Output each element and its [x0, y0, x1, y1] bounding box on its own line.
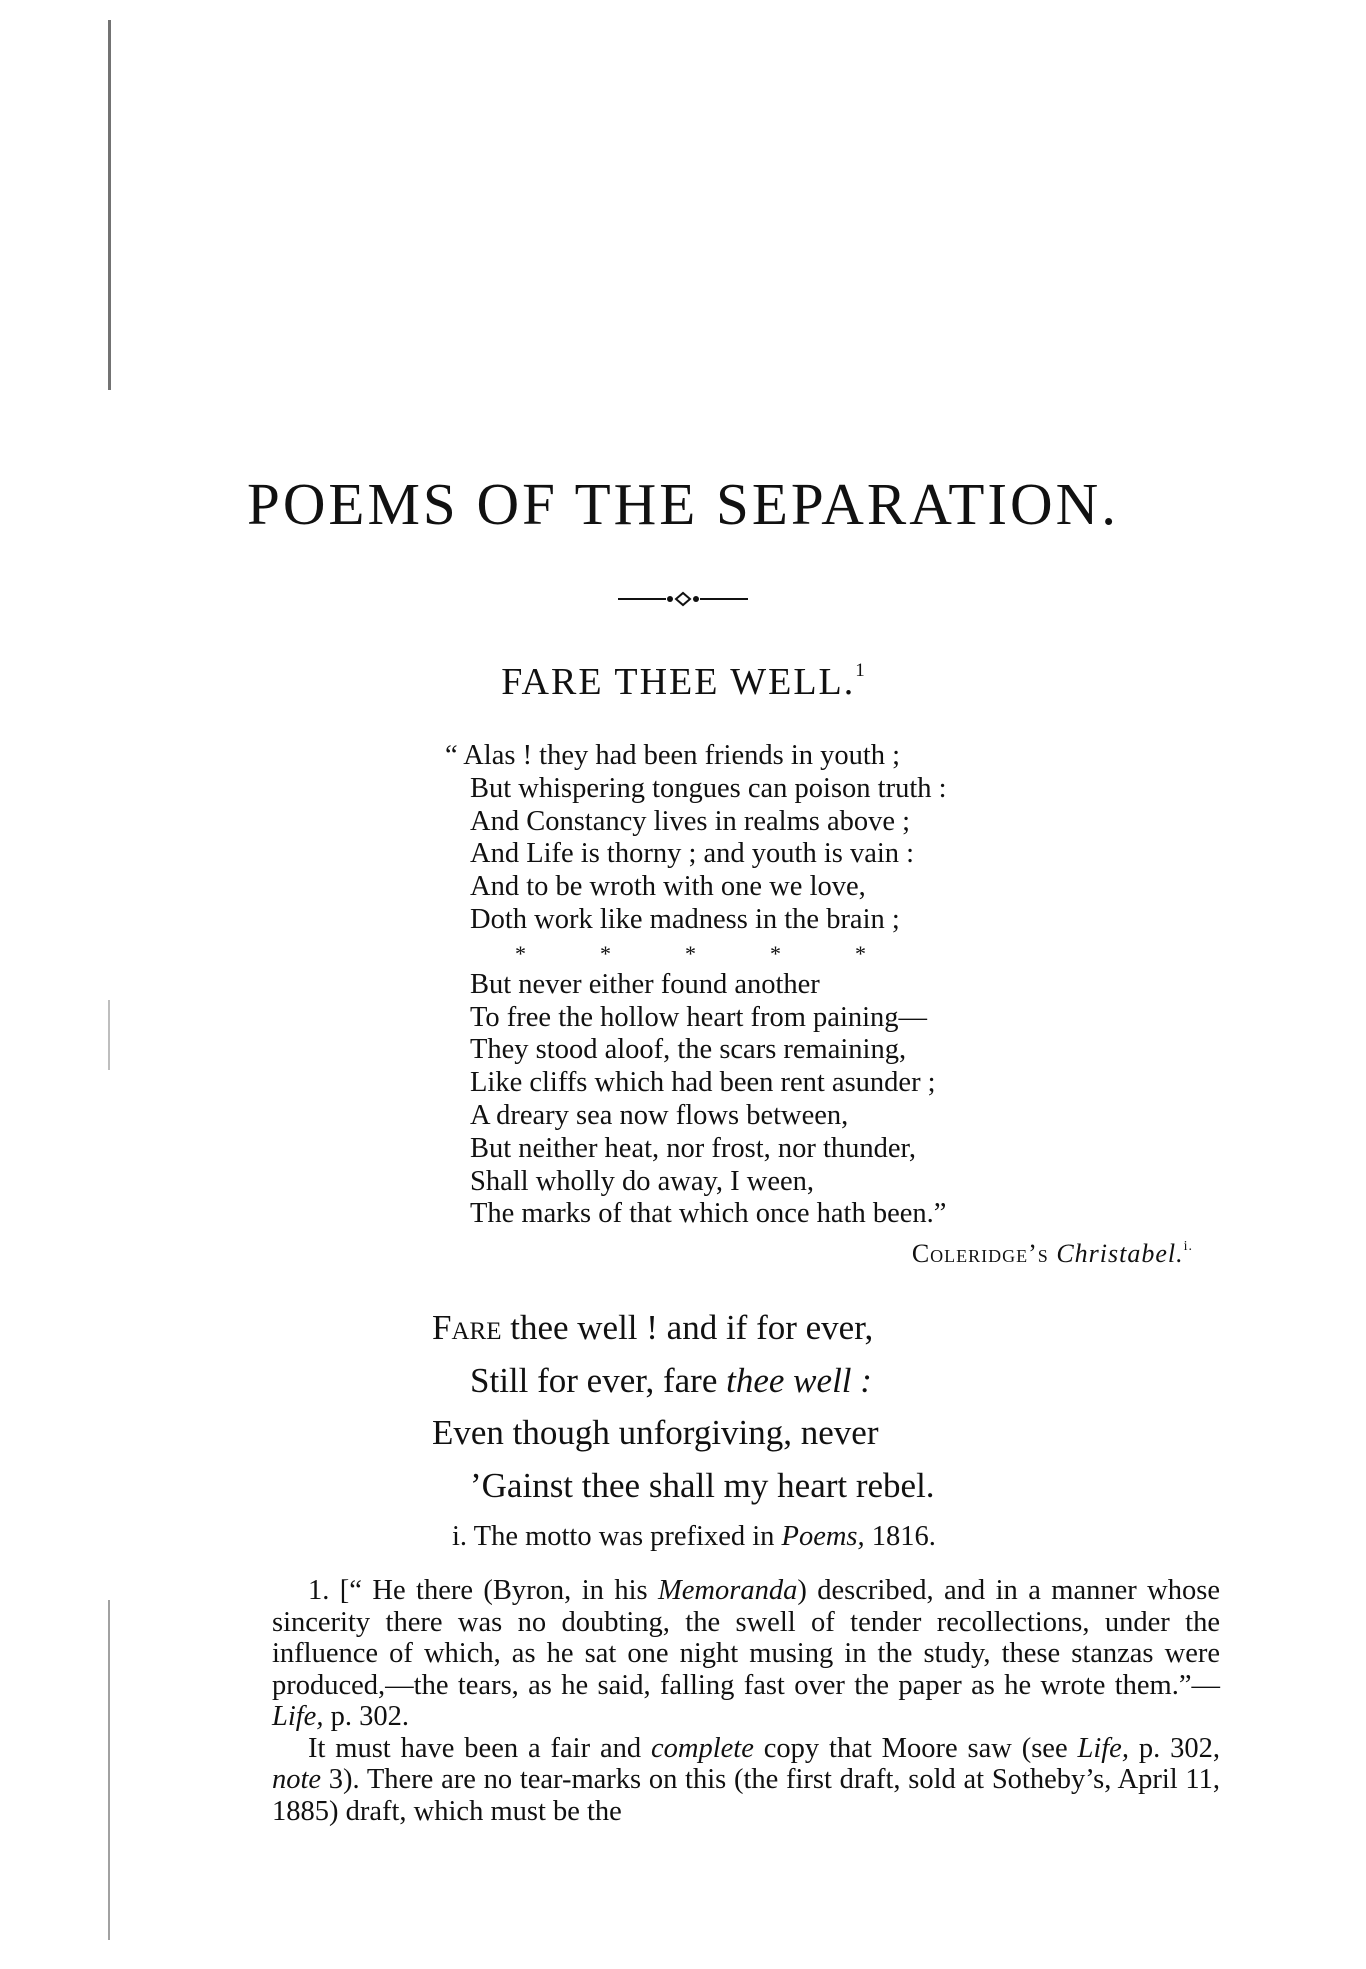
scan-edge-mark	[108, 1000, 110, 1070]
motto-line: Like cliffs which had been rent asunder ;	[470, 1067, 936, 1099]
motto-line: They stood aloof, the scars remaining,	[470, 1034, 907, 1066]
variant-text: 1816.	[864, 1521, 936, 1552]
stanza-line	[432, 1355, 1132, 1408]
motto-line: Shall wholly do away, I ween,	[470, 1165, 815, 1197]
footnote-italic: complete	[650, 1732, 754, 1764]
footnote-text: It must have been a fair and	[308, 1732, 651, 1764]
footnote-text: copy that Moore saw (see	[753, 1732, 1078, 1764]
section-title: POEMS OF THE SEPARATION.	[247, 471, 1119, 537]
attribution-author: Coleridge’s	[911, 1239, 1049, 1269]
motto-attribution	[445, 1231, 1205, 1271]
footnote-paragraph	[272, 1733, 1220, 1828]
asterisk: *	[515, 940, 526, 966]
title-ornament	[618, 589, 748, 609]
motto-line: “ Alas ! they had been friends in youth ;	[445, 740, 901, 771]
stanza-line	[432, 1302, 1132, 1355]
motto-line: And Constancy lives in realms above ;	[470, 805, 911, 837]
motto-line: The marks of that which once hath been.”	[470, 1198, 947, 1230]
stanza-text: thee well ! and if for ever,	[501, 1308, 874, 1347]
poem-stanza	[432, 1302, 1132, 1512]
asterisk: *	[770, 940, 781, 966]
scan-edge-mark	[108, 1600, 110, 1940]
footnote-text: 1. [“ He there (Byron, in his	[308, 1575, 659, 1606]
footnote-text: 3). There are no tear-marks on this (the first draft, sold at Sotheby’s, April 11, 1885) draft, which must be the	[272, 1764, 1220, 1827]
editorial-footnote	[272, 1575, 1220, 1827]
footnote-italic: note	[272, 1764, 322, 1795]
motto-line: To free the hollow heart from paining—	[470, 1001, 928, 1033]
ellipsis-asterisks	[445, 937, 1205, 969]
stanza-line: Even though unforgiving, never	[432, 1413, 879, 1452]
poem-title-note-ref: 1	[855, 660, 865, 681]
scan-edge-mark	[108, 20, 111, 390]
footnote-italic: Life,	[272, 1701, 324, 1732]
stanza-line: ’Gainst thee shall my heart rebel.	[470, 1465, 935, 1505]
motto-line: But whispering tongues can poison truth :	[470, 772, 947, 804]
footnote-italic: Life,	[1077, 1732, 1129, 1764]
motto-line: Doth work like madness in the brain ;	[470, 903, 900, 935]
poem-title: FARE THEE WELL.$^1$	[501, 660, 865, 703]
variant-note	[452, 1521, 1152, 1553]
drop-word: Fare	[432, 1308, 502, 1347]
motto-line: And Life is thorny ; and youth is vain :	[470, 838, 915, 870]
footnote-italic: Memoranda	[658, 1575, 798, 1606]
footnote-paragraph	[272, 1575, 1220, 1733]
asterisk: *	[685, 940, 696, 966]
attribution-note-ref: i.	[1183, 1239, 1193, 1255]
footnote-text: ) described, and in a manner whose sincerity there was no doubting, the swell of tender recollections, under the influence of which, as he sat one night musing in the study, these stanzas were produced,—the tears, as he said, falling fast over the paper as he wrote them.”—	[272, 1575, 1220, 1701]
motto-line: But never either found another	[470, 968, 820, 1000]
stanza-italic: thee well :	[726, 1360, 872, 1400]
variant-label: i.	[452, 1521, 468, 1552]
footnote-text: p. 302,	[1128, 1732, 1220, 1764]
footnote-text: p. 302.	[323, 1701, 409, 1732]
stanza-text: Still for ever, fare	[470, 1360, 727, 1400]
motto-line: But neither heat, nor frost, nor thunder,	[470, 1132, 917, 1164]
variant-text: The motto was prefixed in	[467, 1521, 782, 1552]
motto-line: A dreary sea now flows between,	[470, 1099, 849, 1131]
asterisk: *	[855, 940, 866, 966]
attribution-work: Christabel.	[1056, 1239, 1184, 1269]
motto-line: And to be wroth with one we love,	[470, 871, 866, 903]
variant-italic: Poems,	[781, 1521, 865, 1552]
asterisk: *	[600, 940, 611, 966]
motto-epigraph	[445, 740, 1205, 1271]
